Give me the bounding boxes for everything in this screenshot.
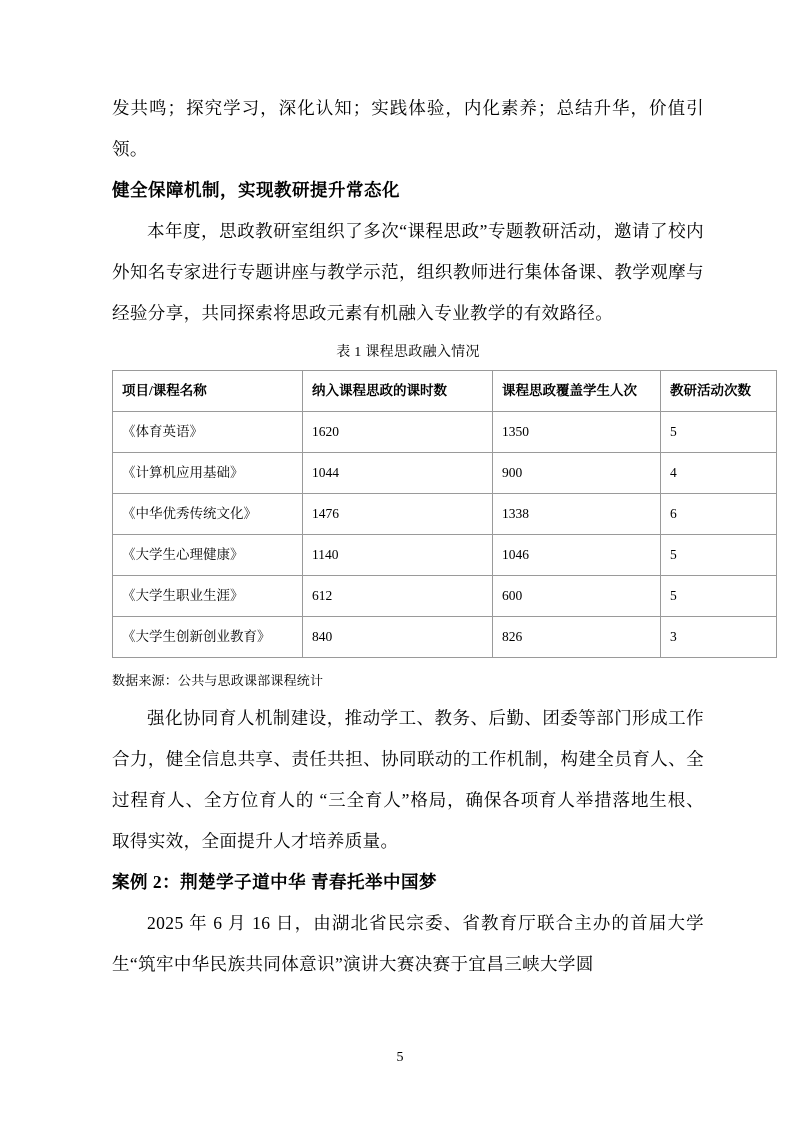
table-cell-course: 《大学生心理健康》 — [113, 535, 303, 576]
table-cell-hours: 1620 — [303, 412, 493, 453]
page-number: 5 — [396, 1050, 404, 1065]
table-header-cell-hours: 纳入课程思政的课时数 — [303, 371, 493, 412]
table-cell-course: 《计算机应用基础》 — [113, 453, 303, 494]
table-cell-course: 《大学生职业生涯》 — [113, 576, 303, 617]
page-content — [112, 88, 751, 985]
table-source-note: 数据来源：公共与思政课部课程统计 — [112, 673, 324, 688]
table-row — [113, 494, 777, 535]
table-row — [113, 453, 777, 494]
table-caption: 表 1 课程思政融入情况 — [336, 345, 480, 360]
table-header-cell-course: 项目/课程名称 — [113, 371, 303, 412]
table-row — [113, 576, 777, 617]
table-row — [113, 412, 777, 453]
table-cell-hours: 1476 — [303, 494, 493, 535]
paragraph-teaching-research: 本年度，思政教研室组织了多次“课程思政”专题教研活动，邀请了校内外知名专家进行专题讲座与教学示范，组织教师进行集体备课、教学观摩与经验分享，共同探索将思政元素有机融入专业教学的有效路径。 — [112, 221, 704, 323]
table-cell-course: 《大学生创新创业教育》 — [113, 617, 303, 658]
table-cell-course: 《中华优秀传统文化》 — [113, 494, 303, 535]
table-cell-activities: 5 — [661, 412, 777, 453]
table-cell-hours: 840 — [303, 617, 493, 658]
table-cell-students: 900 — [493, 453, 661, 494]
table-cell-activities: 5 — [661, 576, 777, 617]
table-cell-course: 《体育英语》 — [113, 412, 303, 453]
paragraph-collaborative-education: 强化协同育人机制建设，推动学工、教务、后勤、团委等部门形成工作合力，健全信息共享、责任共担、协同联动的工作机制，构建全员育人、全过程育人、全方位育人的 “三全育人”格局，确保各项育人举措落地生根、取得实效，全面提升人才培养质量。 — [112, 708, 704, 851]
table-cell-activities: 4 — [661, 453, 777, 494]
table-cell-students: 826 — [493, 617, 661, 658]
table-cell-hours: 1140 — [303, 535, 493, 576]
course-ideology-table — [112, 370, 777, 658]
table-cell-students: 1350 — [493, 412, 661, 453]
table-cell-students: 1046 — [493, 535, 661, 576]
table-cell-activities: 5 — [661, 535, 777, 576]
table-cell-hours: 1044 — [303, 453, 493, 494]
section-heading-case-two: 案例 2：荆楚学子道中华 青春托举中国梦 — [112, 872, 437, 892]
table-cell-students: 1338 — [493, 494, 661, 535]
table-cell-activities: 3 — [661, 617, 777, 658]
table-cell-students: 600 — [493, 576, 661, 617]
table-header-cell-activities: 教研活动次数 — [661, 371, 777, 412]
table-row — [113, 617, 777, 658]
table-header-row — [113, 371, 777, 412]
paragraph-continuation: 发共鸣；探究学习，深化认知；实践体验，内化素养；总结升华，价值引领。 — [112, 98, 704, 159]
table-cell-activities: 6 — [661, 494, 777, 535]
paragraph-case-two-body: 2025 年 6 月 16 日，由湖北省民宗委、省教育厅联合主办的首届大学生“筑牢中华民族共同体意识”演讲大赛决赛于宜昌三峡大学圆 — [112, 913, 704, 974]
table-row — [113, 535, 777, 576]
section-heading-mechanism: 健全保障机制，实现教研提升常态化 — [112, 180, 400, 200]
table-header-cell-students: 课程思政覆盖学生人次 — [493, 371, 661, 412]
table-cell-hours: 612 — [303, 576, 493, 617]
